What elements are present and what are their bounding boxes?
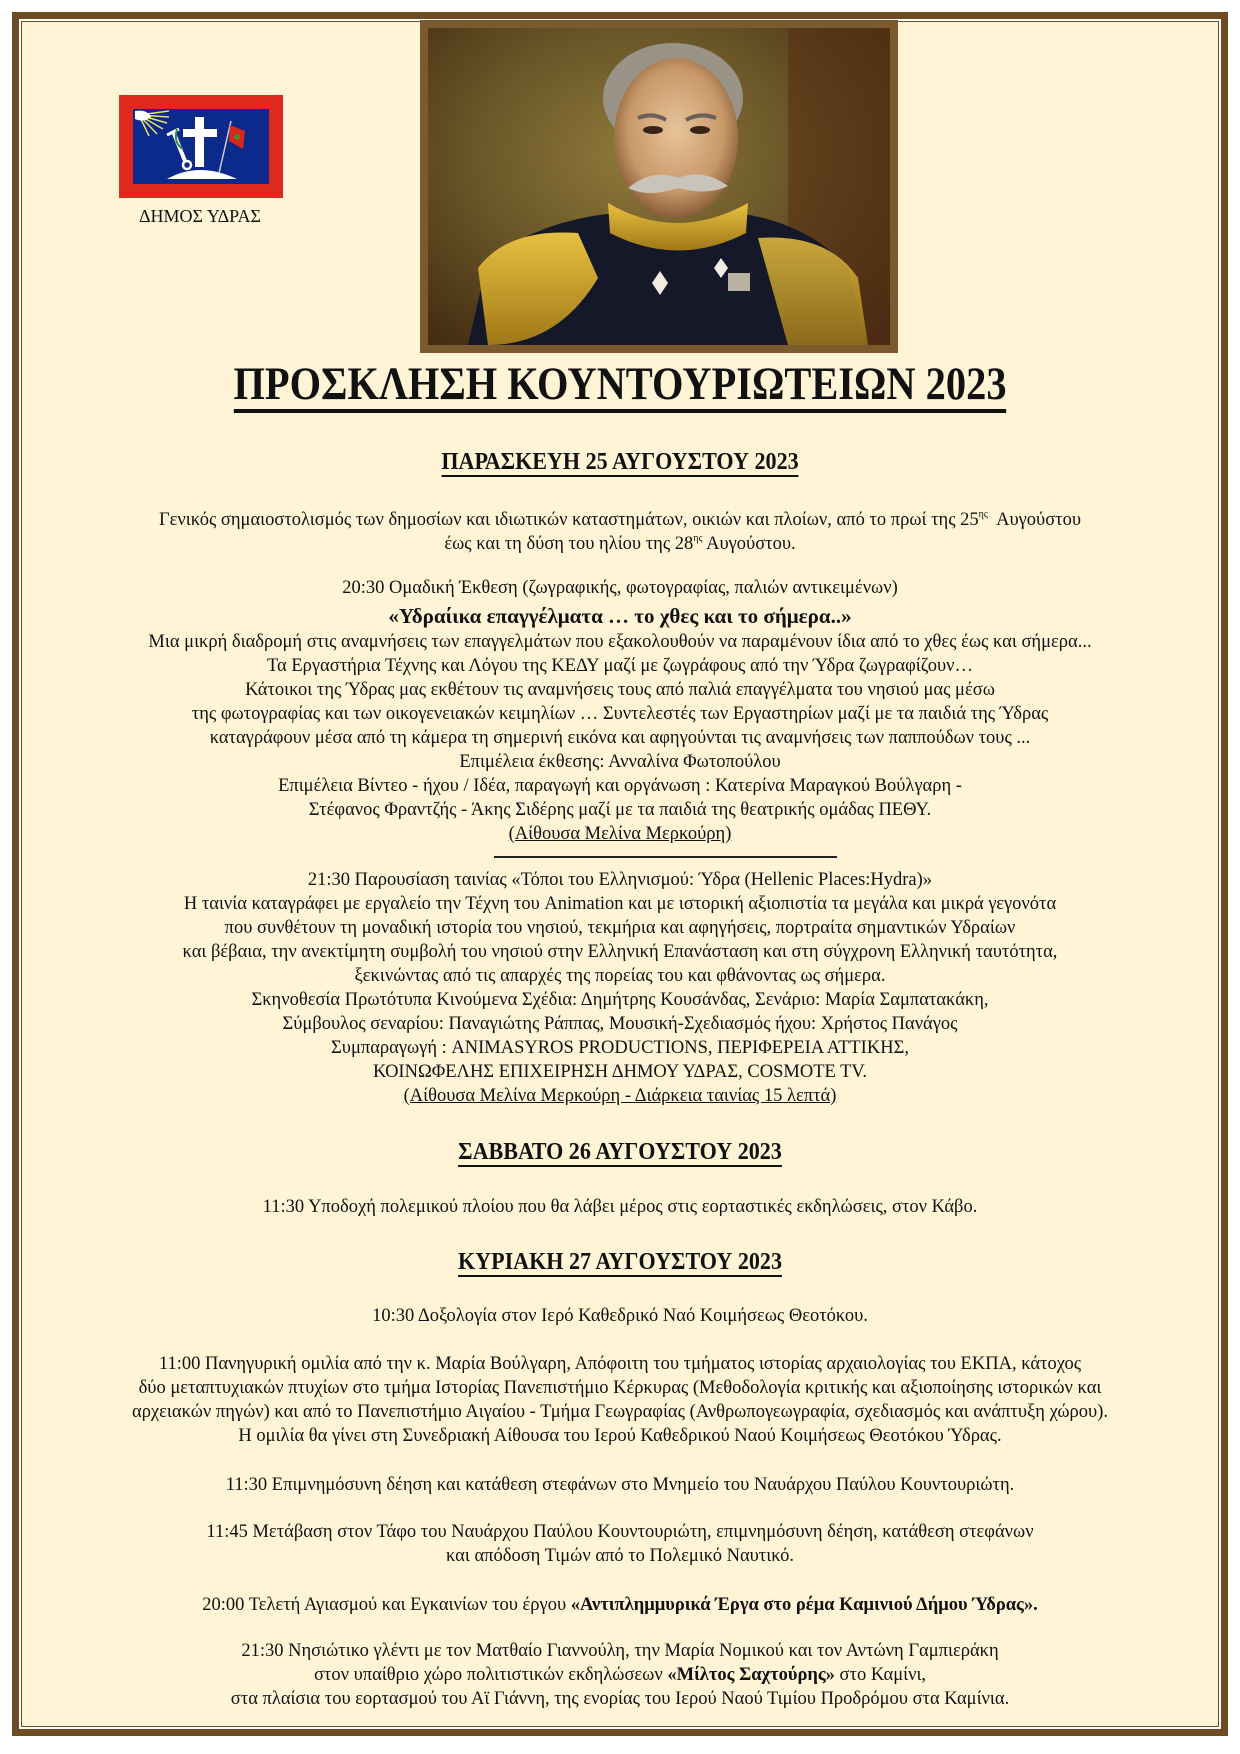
day-heading-sunday: ΚΥΡΙΑΚΗ 27 ΑΥΓΟΥΣΤΟΥ 2023 — [457, 1249, 783, 1275]
portrait-image — [428, 28, 890, 345]
flag-decoration-line-2: έως και τη δύση του ηλίου της $28^{\eta\varsigma}$ Αυγούστου. — [444, 533, 796, 554]
exhibition-venue: (Αίθουσα Μελίνα Μερκούρη) — [508, 824, 732, 844]
exhibition-time-line: 20:30 Ομαδική Έκθεση (ζωγραφικής, φωτογραφίας, παλιών αντικειμένων) — [342, 578, 898, 598]
speech-line: δύο μεταπτυχιακών πτυχίων στο τμήμα Ιστορίας Πανεπιστήμιο Κέρκυρας (Μεθοδολογία κριτικής και αξιοποίησης ιστορικών και — [138, 1378, 1102, 1398]
inauguration-event: 20:00 Τελετή Αγιασμού και Εγκαινίων του έργου «Αντιπλημμυρικά Έργα στο ρέμα Καμινιού Δήμου Ύδρας». — [202, 1595, 1038, 1615]
film-coproduction: ΚΟΙΝΩΦΕΛΗΣ ΕΠΙΧΕΙΡΗΣΗ ΔΗΜΟΥ ΥΔΡΑΣ, COSMOTE TV. — [372, 1062, 867, 1082]
exhibition-line: Μια μικρή διαδρομή στις αναμνήσεις των επαγγελμάτων που εξακολουθούν να παραμένουν ίδια από το χθες έως και σήμερα... — [148, 632, 1092, 652]
tomb-event: 11:45 Μετάβαση στον Τάφο του Ναυάρχου Παύλου Κουντουριώτη, επιμνημόσυνη δέηση, κατάθεση στεφάνων — [206, 1522, 1034, 1542]
section-divider — [494, 856, 837, 858]
saturday-event: 11:30 Υποδοχή πολεμικού πλοίου που θα λάβει μέρος στις εορταστικές εκδηλώσεις, στον Κάβο. — [262, 1197, 978, 1217]
exhibition-title: «Υδραίικα επαγγέλματα … το χθες και το σήμερα..» — [388, 604, 852, 628]
film-credits: Σκηνοθεσία Πρωτότυπα Κινούμενα Σχέδια: Δημήτρης Κουσάνδας, Σενάριο: Μαρία Σαμπατακάκη, — [251, 990, 989, 1010]
exhibition-line: καταγράφουν μέσα από τη κάμερα τη σημερινή εικόνα και αφηγούνται τις αναμνήσεις των παππούδων τους ... — [209, 728, 1031, 748]
speech-line: Η ομιλία θα γίνει στη Συνεδριακή Αίθουσα του Ιερού Καθεδρικού Ναού Κοιμήσεως Θεοτόκου Ύδρας. — [238, 1426, 1002, 1446]
exhibition-curator: Επιμέλεια έκθεσης: Ανναλίνα Φωτοπούλου — [459, 752, 781, 772]
municipality-label: ΔΗΜΟΣ ΥΔΡΑΣ — [138, 206, 262, 226]
exhibition-video-credits-cont: Στέφανος Φραντζής - Άκης Σιδέρης μαζί με τα παιδιά της θεατρικής ομάδας ΠΕΘΥ. — [308, 800, 932, 820]
exhibition-line: Τα Εργαστήρια Τέχνης και Λόγου της ΚΕΔΥ μαζί με ζωγράφους από την Ύδρα ζωγραφίζουν… — [266, 656, 974, 676]
speech-line: 11:00 Πανηγυρική ομιλία από την κ. Μαρία Βούλγαρη, Απόφοιτη του τμήματος ιστορίας αρχαιολογίας του ΕΚΠΑ, κάτοχος — [158, 1354, 1082, 1374]
emblem-icon — [133, 109, 269, 184]
day-heading-friday: ΠΑΡΑΣΚΕΥΗ 25 ΑΥΓΟΥΣΤΟΥ 2023 — [441, 449, 799, 475]
exhibition-line: Κάτοικοι της Ύδρας μας εκθέτουν τις αναμνήσεις τους από παλιά επαγγέλματα του νησιού μας μέσω — [245, 680, 995, 700]
film-line: ξεκινώντας από τις απαρχές της πορείας του και φθάνοντας ως σήμερα. — [354, 966, 886, 986]
speech-line: αρχειακών πηγών) και από το Πανεπιστήμιο Αιγαίου - Τμήμα Γεωγραφίας (Ανθρωπογεωγραφία, σχεδιασμός και ανάπτυξη χώρου). — [132, 1402, 1108, 1422]
exhibition-line: της φωτογραφίας και των οικογενειακών κειμηλίων … Συντελεστές των Εργαστηρίων μαζί με τα παιδιά της Ύδρας — [191, 704, 1049, 724]
admiral-portrait — [420, 20, 898, 353]
film-time-line: 21:30 Παρουσίαση ταινίας «Τόποι του Ελληνισμού: Ύδρα (Hellenic Places:Hydra)» — [307, 870, 933, 890]
hydra-flag-logo — [119, 95, 283, 198]
doxology-event: 10:30 Δοξολογία στον Ιερό Καθεδρικό Ναό Κοιμήσεως Θεοτόκου. — [372, 1306, 868, 1326]
flag-decoration-line-1: Γενικός σημαιοστολισμός των δημοσίων και ιδιωτικών καταστημάτων, οικιών και πλοίων, από το πρωί της $25^{\eta\varsigma}$ Αυγούστου — [158, 509, 1082, 530]
tomb-event-cont: και απόδοση Τιμών από το Πολεμικό Ναυτικό. — [445, 1546, 795, 1566]
memorial-event: 11:30 Επιμνημόσυνη δέηση και κατάθεση στεφάνων στο Μνημείο του Ναυάρχου Παύλου Κουντουριώτη. — [225, 1475, 1015, 1495]
film-line: Η ταινία καταγράφει με εργαλείο την Τέχνη του Animation και με ιστορική αξιοπιστία τα μεγάλα και μικρά γεγονότα — [183, 894, 1057, 914]
film-credits: Σύμβουλος σεναρίου: Παναγιώτης Ράππας, Μουσική-Σχεδιασμός ήχου: Χρήστος Πανάγος — [282, 1014, 958, 1034]
feast-venue: στον υπαίθριο χώρο πολιτιστικών εκδηλώσεων «Μίλτος Σαχτούρης» στο Καμίνι, — [313, 1665, 927, 1685]
film-line: και βέβαια, την ανεκτίμητη συμβολή του νησιού στην Ελληνική Επανάσταση και στη σύγχρονη Ελληνική ταυτότητα, — [182, 942, 1058, 962]
film-venue: (Αίθουσα Μελίνα Μερκούρη - Διάρκεια ταινίας 15 λεπτά) — [403, 1086, 837, 1106]
feast-event: 21:30 Νησιώτικο γλέντι με τον Ματθαίο Γιαννούλη, την Μαρία Νομικού και τον Αντώνη Γαμπιεράκη — [241, 1641, 999, 1661]
day-heading-saturday: ΣΑΒΒΑΤΟ 26 ΑΥΓΟΥΣΤΟΥ 2023 — [458, 1139, 782, 1165]
feast-context: στα πλαίσια του εορτασμού του Αϊ Γιάννη, της ενορίας του Ιερού Ναού Τιμίου Προδρόμου στα Καμίνια. — [230, 1689, 1010, 1709]
exhibition-video-credits: Επιμέλεια Βίντεο - ήχου / Ιδέα, παραγωγή και οργάνωση : Κατερίνα Μαραγκού Βούλγαρη - — [278, 776, 962, 796]
film-line: που συνθέτουν τη μοναδική ιστορία του νησιού, τεκμήρια και αφηγήσεις, πορτραίτα σημαντικών Υδραίων — [224, 918, 1016, 938]
film-coproduction: Συμπαραγωγή : ANIMASYROS PRODUCTIONS, ΠΕΡΙΦΕΡΕΙΑ ΑΤΤΙΚΗΣ, — [331, 1038, 909, 1058]
page-title: ΠΡΟΣΚΛΗΣΗ ΚΟΥΝΤΟΥΡΙΩΤΕΙΩΝ 2023 — [107, 356, 1132, 413]
